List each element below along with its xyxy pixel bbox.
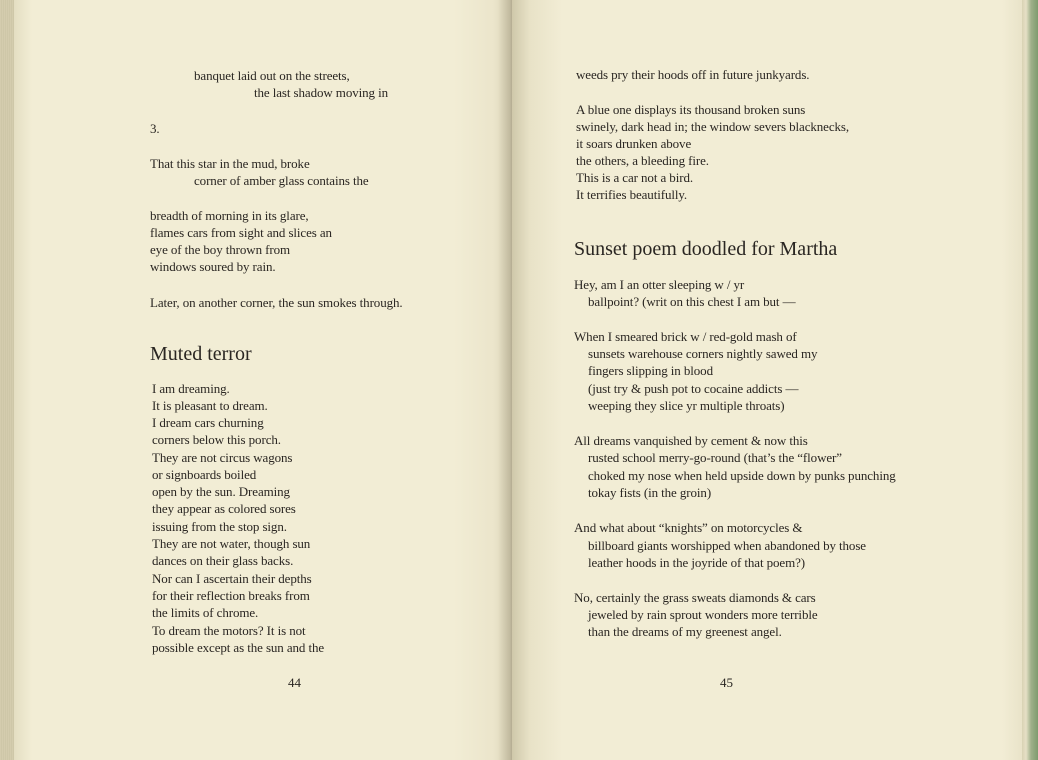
poem-line: for their reflection breaks from: [152, 588, 310, 603]
poem-line: leather hoods in the joyride of that poem?): [588, 555, 805, 570]
text-line: It terrifies beautifully.: [576, 187, 688, 202]
poem-line: than the dreams of my greenest angel.: [588, 624, 782, 639]
poem-line: I dream cars churning: [152, 415, 264, 430]
poem-line: weeping they slice yr multiple throats): [588, 398, 785, 413]
text-line: corner of amber glass contains the: [194, 173, 369, 188]
poem-line: And what about “knights” on motorcycles &: [574, 520, 803, 535]
poem-line: (just try & push pot to cocaine addicts —: [588, 381, 799, 396]
text-line: A blue one displays its thousand broken suns: [576, 102, 806, 117]
text-line: windows soured by rain.: [150, 259, 276, 274]
text-line: eye of the boy thrown from: [150, 242, 291, 257]
poem-line: jeweled by rain sprout wonders more terrible: [588, 607, 818, 622]
text-line: banquet laid out on the streets,: [194, 68, 350, 83]
page-edges-right: [1022, 0, 1038, 760]
poem-line: I am dreaming.: [152, 381, 230, 396]
section-number: 3.: [150, 121, 160, 136]
poem-line: they appear as colored sores: [152, 501, 296, 516]
poem-line: They are not circus wagons: [152, 450, 293, 465]
poem-line: fingers slipping in blood: [588, 363, 713, 378]
poem-line: or signboards boiled: [152, 467, 257, 482]
text-line: flames cars from sight and slices an: [150, 225, 332, 240]
text-line: the others, a bleeding fire.: [576, 153, 709, 168]
page-number: 45: [720, 675, 733, 690]
text-line: breadth of morning in its glare,: [150, 208, 309, 223]
page-number: 44: [288, 675, 301, 690]
text-line: Later, on another corner, the sun smokes through.: [150, 295, 403, 310]
poem-line: rusted school merry-go-round (that’s the “flower”: [588, 450, 842, 465]
poem-line: choked my nose when held upside down by punks punching: [588, 468, 896, 483]
text-line: weeds pry their hoods off in future junkyards.: [576, 67, 810, 82]
poem-line: They are not water, though sun: [152, 536, 311, 551]
text-line: it soars drunken above: [576, 136, 692, 151]
poem-line: ballpoint? (writ on this chest I am but —: [588, 294, 796, 309]
text-line: This is a car not a bird.: [576, 170, 693, 185]
text-line: swinely, dark head in; the window severs blacknecks,: [576, 119, 850, 134]
right-page: [512, 0, 1022, 760]
poem-line: issuing from the stop sign.: [152, 519, 287, 534]
poem-line: tokay fists (in the groin): [588, 485, 712, 500]
text-line: the last shadow moving in: [254, 85, 388, 100]
page-edges-left: [0, 0, 14, 760]
text-line: That this star in the mud, broke: [150, 156, 310, 171]
poem-line: It is pleasant to dream.: [152, 398, 268, 413]
left-page: [14, 0, 512, 760]
poem-line: To dream the motors? It is not: [152, 623, 306, 638]
poem-line: All dreams vanquished by cement & now this: [574, 433, 808, 448]
poem-title: Muted terror: [150, 343, 252, 365]
poem-line: When I smeared brick w / red-gold mash of: [574, 329, 797, 344]
poem-line: sunsets warehouse corners nightly sawed my: [588, 346, 818, 361]
poem-line: billboard giants worshipped when abandoned by those: [588, 538, 866, 553]
poem-line: possible except as the sun and the: [152, 640, 325, 655]
poem-line: dances on their glass backs.: [152, 553, 294, 568]
poem-title: Sunset poem doodled for Martha: [574, 238, 838, 260]
poem-line: Nor can I ascertain their depths: [152, 571, 312, 586]
poem-line: the limits of chrome.: [152, 605, 259, 620]
poem-line: open by the sun. Dreaming: [152, 484, 290, 499]
poem-line: No, certainly the grass sweats diamonds & cars: [574, 590, 816, 605]
poem-line: corners below this porch.: [152, 432, 281, 447]
poem-line: Hey, am I an otter sleeping w / yr: [574, 277, 745, 292]
